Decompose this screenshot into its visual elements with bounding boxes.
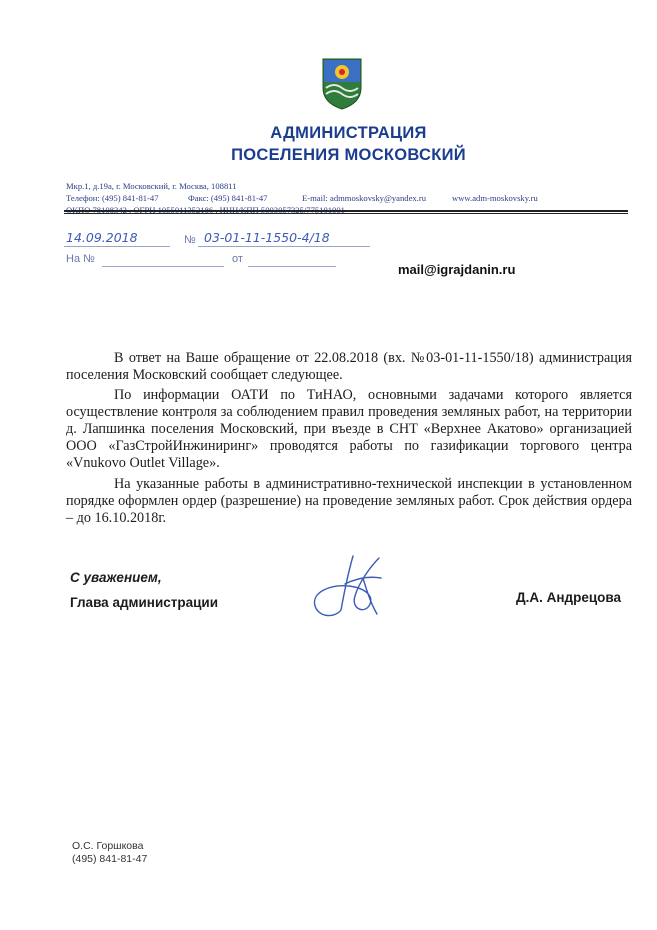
executor-name: О.С. Горшкова — [72, 840, 144, 852]
signatory-name: Д.А. Андрецова — [516, 590, 622, 605]
body-paragraph-3: На указанные работы в административно-технической инспекции в установленном порядке оформлен ордер (разрешение) на проведение земляных работ. Срок действия ордера – до 16.10.2018г. — [66, 476, 632, 526]
outgoing-number: 03-01-11-1550-4/18 — [204, 230, 330, 245]
reference-number-underline — [102, 266, 224, 267]
address-line: Мкр.1, д.19а, г. Московский, г. Москва, 108811 — [66, 181, 237, 191]
email-link[interactable]: admmoskovsky@yandex.ru — [330, 193, 426, 203]
outgoing-date: 14.09.2018 — [66, 230, 138, 245]
org-title-line1: АДМИНИСТРАЦИЯ — [270, 124, 427, 142]
handwritten-signature-icon — [305, 548, 395, 628]
website-link[interactable]: www.adm-moskovsky.ru — [452, 193, 538, 203]
phone-line: Телефон: (495) 841-81-47 — [66, 193, 159, 203]
org-title-line2: ПОСЕЛЕНИЯ МОСКОВСКИЙ — [231, 146, 466, 164]
reference-label: На № — [66, 253, 95, 265]
number-sign: № — [184, 234, 196, 246]
email-label: E-mail: — [302, 193, 328, 203]
reference-date-underline — [248, 266, 336, 267]
date-underline — [64, 246, 170, 247]
body-paragraph-2: По информации ОАТИ по ТиНАО, основными задачами которого является осуществление контроля за соблюдением правил проведения земляных работ, на территории д. Лапшинка поселения Московский, при въезде в СНТ «Верхнее Акатово» организацией ООО «ГазСтройИнжиниринг» проводятся работы по газификации торгового центра «Vnukovo Outlet Village». — [66, 387, 632, 471]
body-paragraph-1: В ответ на Ваше обращение от 22.08.2018 (вх. №03-01-11-1550/18) администрация поселения Московский сообщает следующее. — [66, 350, 632, 383]
closing-greeting: С уважением, — [70, 570, 162, 585]
fax-line: Факс: (495) 841-81-47 — [188, 193, 268, 203]
signatory-title: Глава администрации — [70, 595, 219, 610]
executor-phone: (495) 841-81-47 — [72, 853, 148, 865]
recipient-email: mail@igrajdanin.ru — [398, 262, 516, 277]
header-divider — [64, 210, 628, 212]
reference-from-label: от — [232, 253, 243, 265]
number-underline — [198, 246, 370, 247]
coat-of-arms-icon — [322, 58, 362, 110]
header-divider-thin — [64, 213, 628, 214]
